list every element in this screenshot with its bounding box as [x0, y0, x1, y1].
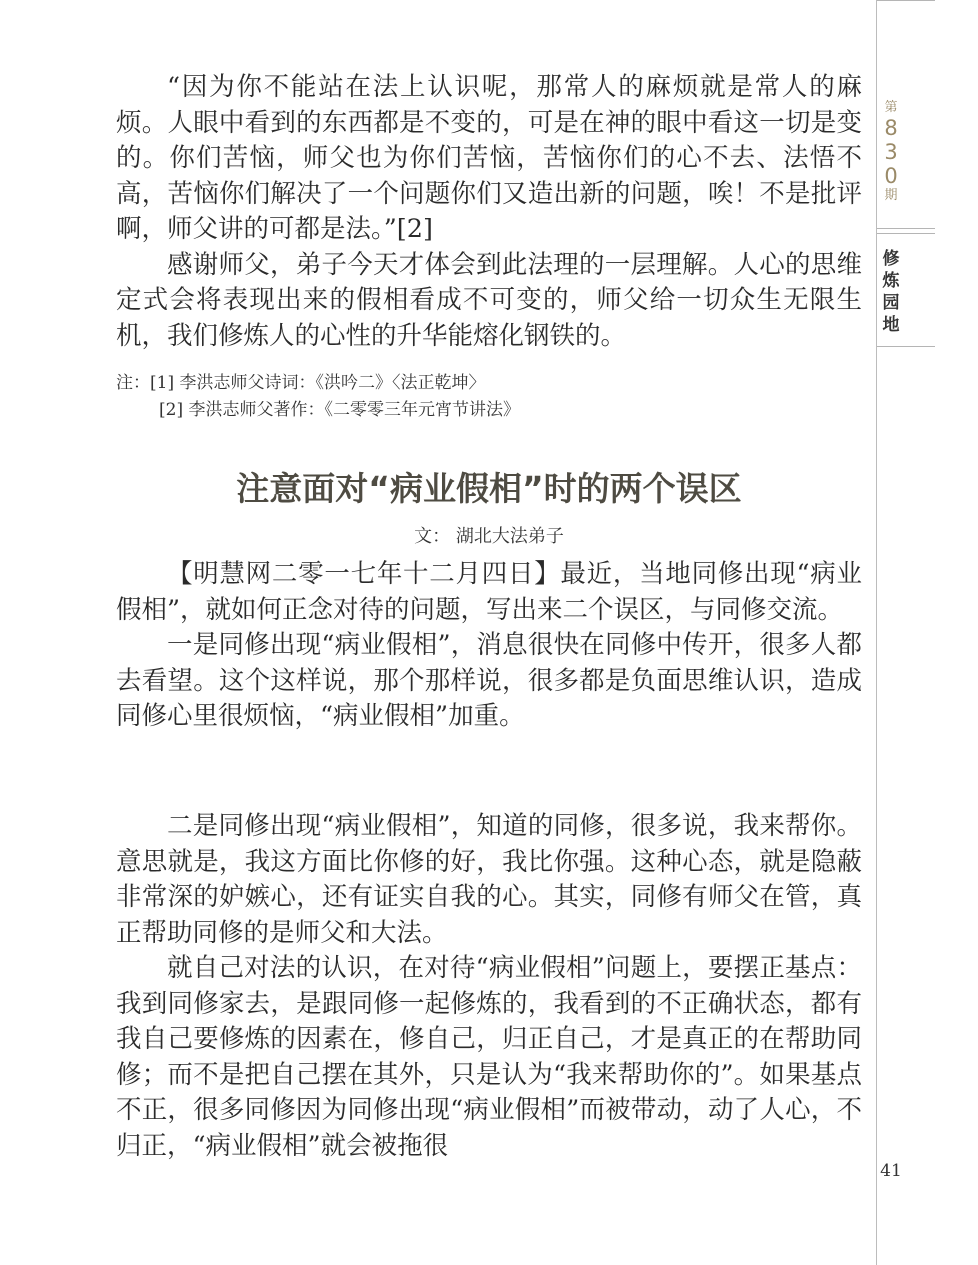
article-paragraph: 二是同修出现“病业假相”，知道的同修，很多说，我来帮你。意思就是，我这方面比你修的好，我比你强。这种心态，就是隐蔽非常深的妒嫉心，还有证实自我的心。其实，同修有师父在管，真正帮助同修的是师父和大法。: [116, 811, 862, 948]
issue-digit: 3: [884, 140, 898, 164]
article-paragraph: 【明慧网二零一七年十二月四日】最近，当地同修出现“病业假相”，就如何正念对待的问题，写出来二个误区，与同修交流。: [116, 559, 862, 625]
footnotes: [116, 370, 862, 424]
article-author: 文： 湖北大法弟子: [414, 526, 564, 547]
section-char: 炼: [882, 271, 900, 291]
issue-suffix: 期: [884, 188, 898, 203]
issue-prefix: 第: [884, 100, 898, 115]
article-title: 注意面对“病业假相”时的两个误区: [236, 469, 742, 508]
issue-digit: 0: [884, 164, 898, 188]
article-paragraph: 就自己对法的认识，在对待“病业假相”问题上，要摆正基点：我到同修家去，是跟同修一起修炼的，我看到的不正确状态，都有我自己要修炼的因素在，修自己，归正自己，才是真正的在帮助同修；而不是把自己摆在其外，只是认为“我来帮助你的”。如果基点不正，很多同修因为同修出现“病业假相”而被带动，动了人心，不归正，“病业假相”就会被拖很: [116, 953, 862, 1161]
footnote-2: [2] 李洪志师父著作：《二零零三年元宵节讲法》: [159, 400, 520, 420]
sidebar-rule-section: [877, 346, 935, 347]
article-paragraph: 一是同修出现“病业假相”，消息很快在同修中传开，很多人都去看望。这个这样说，那个那样说，很多都是负面思维认识，造成同修心里很烦恼，“病业假相”加重。: [116, 630, 862, 731]
page-number: 41: [880, 1161, 902, 1181]
issue-number: [877, 100, 905, 204]
section-name: [877, 248, 905, 336]
sidebar-rule-issue: [877, 228, 935, 229]
article-body-part-2: [116, 809, 862, 1164]
top-text-block: [116, 70, 862, 354]
section-char: 地: [882, 315, 900, 335]
sidebar-rule-issue-2: [877, 233, 935, 234]
section-char: 园: [882, 293, 900, 313]
reflection-paragraph: 感谢师父，弟子今天才体会到此法理的一层理解。人心的思维定式会将表现出来的假相看成不可变的，师父给一切众生无限生机，我们修炼人的心性的升华能熔化钢铁的。: [116, 249, 862, 351]
issue-digit: 8: [884, 116, 898, 140]
footnote-1: 注：[1] 李洪志师父诗词：《洪吟二》〈法正乾坤〉: [116, 373, 486, 393]
sidebar-rule-top: [877, 0, 935, 1]
section-char: 修: [882, 249, 900, 269]
article-body-part-1: [116, 557, 862, 735]
quote-paragraph: “因为你不能站在法上认识呢，那常人的麻烦就是常人的麻烦。人眼中看到的东西都是不变的，可是在神的眼中看这一切是变的。你们苦恼，师父也为你们苦恼，苦恼你们的心不去、法悟不高，苦恼你们解决了一个问题你们又造出新的问题，唉！不是批评啊，师父讲的可都是法。”[2]: [116, 72, 862, 244]
